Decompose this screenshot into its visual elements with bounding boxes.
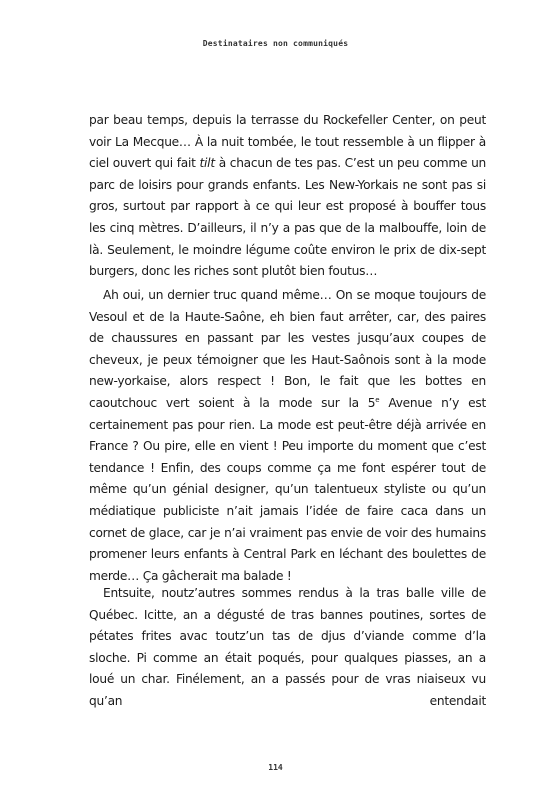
paragraph-1-text-end: à chacun de tes pas. C’est un peu comme un parc de loisirs pour grands enfants. Les New-Yorkais ne sont pas si gros, surtout par rapport à ce qui leur est proposé à bouffer tous les cinq mètres. D’ailleurs, il n’y a pas que de la malbouffe, loin de là. Seulement, le moindre légume coûte environ le prix de dix-sept burgers, donc les riches sont plutôt bien foutus… <box>89 156 487 279</box>
body-paragraph-1 <box>89 110 486 283</box>
running-head: Destinataires non communiqués <box>202 39 349 48</box>
paragraph-2-text-end: Avenue n’y est certainement pas pour rien. La mode est peut-être déjà arrivée en France ? Ou pire, elle en vient ! Peu importe du moment que c’est tendance ! Enfin, des coups comme ça me font espérer tout de même qu’un génial designer, qu’un talentueux styliste ou qu’un médiatique publiciste n’ait jamais l’idée de faire caca dans un cornet de glace, car je n’ai vraiment pas envie de voir des humains promener leurs enfants à Central Park en léchant des boulettes de merde… Ça gâcherait ma balade ! <box>89 395 487 583</box>
paragraph-3-text: Entsuite, noutz’autres sommes rendus à la tras balle ville de Québec. Icitte, an a dégusté de tras bannes poutines, sortes de pétates frites avac toutz’un tas de djus d’viande comme d’la sloche. Pi comme an était poqués, pour qualques piasses, an a loué un char. Finélement, an a passés pour de vras niaiseux vu qu’an entendait <box>89 586 486 708</box>
paragraph-2-superscript: e <box>375 395 380 404</box>
body-paragraph-3 <box>89 583 486 713</box>
paragraph-1-italic: tilt <box>199 156 215 171</box>
paragraph-2-text: Ah oui, un dernier truc quand même… On se moque toujours de Vesoul et de la Haute-Saône, eh bien faut arrêter, car, des paires de chaussures en passant par les vestes jusqu’aux coupes de cheveux, je peux témoigner que les Haut-Saônois sont à la mode new-yorkaise, alors respect ! Bon, le fait que les bottes en caoutchouc vert soient à la mode sur la 5 <box>89 288 486 410</box>
body-paragraph-2 <box>89 285 486 587</box>
page-number: 114 <box>268 763 283 772</box>
paragraph-1-text: par beau temps, depuis la terrasse du Rockefeller Center, on peut voir La Mecque… À la nuit tombée, le tout ressemble à un flipper à ciel ouvert qui fait <box>89 113 486 171</box>
